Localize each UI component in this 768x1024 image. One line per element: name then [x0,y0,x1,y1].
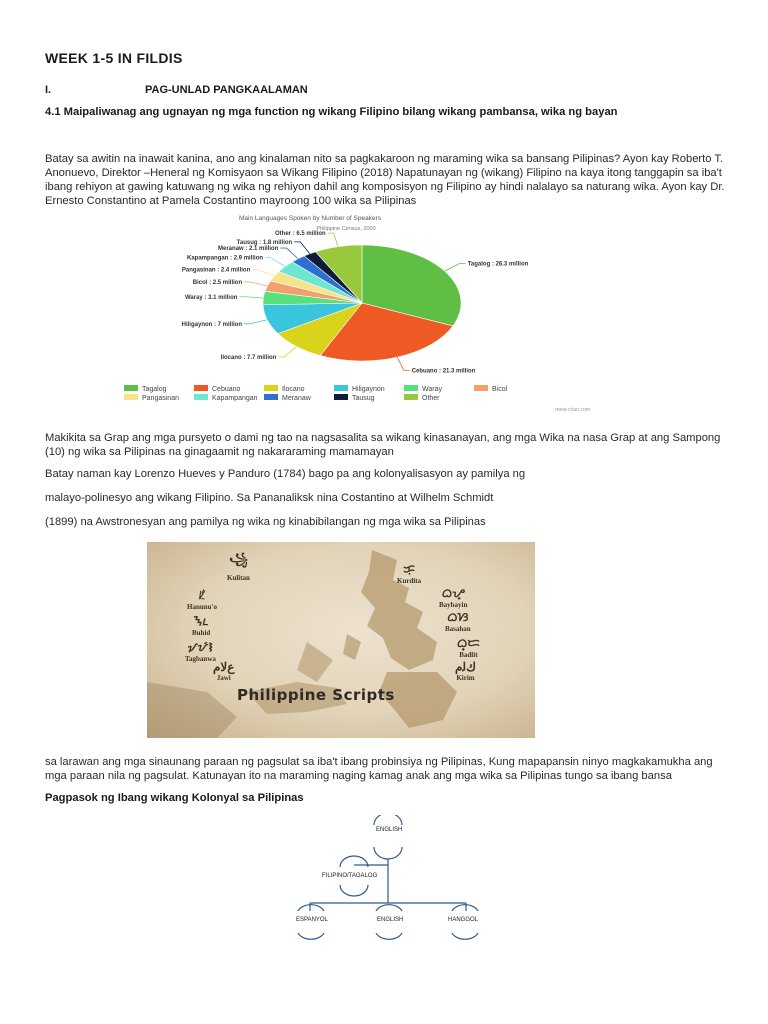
pie-leader-hiligaynon [244,320,267,324]
legend-label-tagalog: Tagalog [142,386,167,393]
tree-leaf-espanyol: ESPANYOL [296,917,328,923]
script-label-buhid: ᝐᝑ Buhid [192,614,211,637]
history-line-2: malayo-polinesyo ang wikang Filipino. Sa Pananaliksk nina Costantino at Wilhelm Schmidt [45,492,494,504]
pie-leader-bicol [244,282,267,286]
legend-label-meranaw: Meranaw [282,395,311,402]
chart-source: meta-chart.com [555,407,590,413]
legend-label-cebuano: Cebuano [212,386,241,393]
language-tree-diagram [290,815,490,950]
pie-label-pangasinan: Pangasinan : 2.4 million [181,267,251,274]
legend-label-waray: Waray [422,386,442,393]
pie-leader-ilocano [278,346,296,356]
legend-swatch-hiligaynon [334,385,348,391]
pie-slices [263,245,461,361]
script-label-kirim: ﻙﻟﻡ Kirim [455,660,476,682]
section-title: PAG-UNLAD PANGKAALAMAN [145,84,308,96]
legend-label-other: Other [422,395,440,402]
script-label-jawi: ﻉﻻﻡ Jawi [213,660,235,682]
script-label-badlit: ᜊ᜔ᜇ Badlit [457,636,480,659]
script-label-tagbanwa: ᝠᝡᝢ Tagbanwa [185,640,216,663]
section-number: I. [45,84,52,96]
pie-leader-cebuano [397,357,409,370]
pie-leader-meranaw [280,248,298,259]
chart-legend [124,385,508,402]
image-description: sa larawan ang mga sinaunang paraan ng pagsulat sa iba't ibang probinsiya ng Pilipinas, Kung mapapansin ninyo magkakamukha ang mga paraan nila ng pagsulat. Katunayan ito na maraming naging kamag anak ang mga wika sa Pilipinas tungo sa ibang bansa [45,756,713,782]
history-line-3: (1899) na Awstronesyan ang pamilya ng wika ng kinabibilangan ng mga wika sa Pilipinas [45,516,486,528]
script-label-hanunuo: ᜱᜲᜳ Hanunu'o [187,588,217,611]
legend-label-bicol: Bicol [492,386,508,393]
pie-leader-waray [239,297,263,298]
script-label-baybayin: ᜊᜌ᜔ Baybayin [439,586,468,609]
philippine-scripts-image [147,542,535,738]
page-title: WEEK 1-5 IN FILDIS [45,50,183,66]
pie-leader-other [328,233,338,247]
tree-connectors [290,815,490,950]
pie-label-waray: Waray : 3.1 million [184,294,238,301]
legend-label-kapampangan: Kapampangan [212,395,258,402]
tree-middle-node: FILIPINO/TAGALOG [322,873,378,879]
pie-label-ilocano: Ilocano : 7.7 million [220,354,277,361]
scripts-image-title: Philippine Scripts [237,686,395,704]
legend-swatch-tausug [334,394,348,400]
pie-label-cebuano: Cebuano : 21.3 million [411,368,476,375]
objective-heading: 4.1 Maipaliwanag ang ugnayan ng mga function ng wikang Filipino bilang wikang pambansa, wika ng bayan [45,106,618,118]
legend-swatch-ilocano [264,385,278,391]
legend-label-pangasinan: Pangasinan [142,395,179,402]
legend-swatch-pangasinan [124,394,138,400]
languages-pie-chart [110,208,595,414]
script-label-kulitan: ꧁ Kulitan [227,552,250,582]
pie-leader-pangasinan [252,270,274,276]
tree-leaf-english: ENGLISH [377,917,404,923]
pie-label-tausug: Tausug : 1.8 million [236,239,293,246]
legend-swatch-cebuano [194,385,208,391]
legend-swatch-bicol [474,385,488,391]
script-label-kurdita: ᜃᜓ Kurdita [397,562,422,585]
pie-label-tagalog: Tagalog : 26.3 million [467,261,529,268]
legend-label-hiligaynon: Hiligaynon [352,386,385,393]
script-label-basahan: ᜊᜐ Basahan [445,610,471,633]
legend-swatch-kapampangan [194,394,208,400]
pie-label-meranaw: Meranaw : 2.1 million [218,246,279,253]
legend-swatch-tagalog [124,385,138,391]
pie-leader-tagalog [445,263,466,271]
tree-root-node: ENGLISH [376,827,403,833]
legend-label-ilocano: Ilocano [282,386,305,393]
pie-label-other: Other : 6.5 million [275,231,326,238]
pie-leader-kapampangan [265,258,285,267]
colonial-languages-heading: Pagpasok ng Ibang wikang Kolonyal sa Pilipinas [45,792,304,804]
pie-label-kapampangan: Kapampangan : 2.9 million [187,255,264,262]
intro-paragraph: Batay sa awitin na inawait kanina, ano ang kinalaman nito sa pagkakaroon ng maraming wika sa bansang Pilipinas? Ayon kay Roberto T. Anonuevo, Direktor –Heneral ng Komisyaon sa Wikang Filipino (2018) Napatunayan ng (wikang) Filipino na kaya itong tanggapin sa iba't ibang rehiyon at gawing katuwang ng wika ng rehiyon dahil ang komposisyon ng Filipino ay hindi nalalayo sa naturang wika. Ayon kay Dr. Ernesto Constantino at Pamela Costantino mayroong 100 wika sa Pilipinas [45,153,725,207]
chart-subtitle: Philippine Census, 2000 [316,226,376,232]
legend-swatch-other [404,394,418,400]
history-line-1: Batay naman kay Lorenzo Hueves y Panduro (1784) bago pa ang kolonyalisasyon ay pamilya ng [45,468,526,480]
chart-title: Main Languages Spoken by Number of Speakers [238,215,382,222]
pie-label-bicol: Bicol : 2.5 million [192,279,243,286]
pie-leader-tausug [294,242,310,254]
legend-swatch-meranaw [264,394,278,400]
tree-leaf-hanggol: HANGGOL [448,917,479,923]
legend-label-tausug: Tausug [352,395,375,402]
legend-swatch-waray [404,385,418,391]
pie-label-hiligaynon: Hiligaynon : 7 million [181,321,242,328]
chart-description: Makikita sa Grap ang mga pursyeto o dami ng tao na nagsasalita sa wikang kinasanayan, ang mga Wika na nasa Grap at ang Sampong (10) ng wika sa Pilipinas na ginagaamit ng nakararaming mamamayan [45,432,721,458]
